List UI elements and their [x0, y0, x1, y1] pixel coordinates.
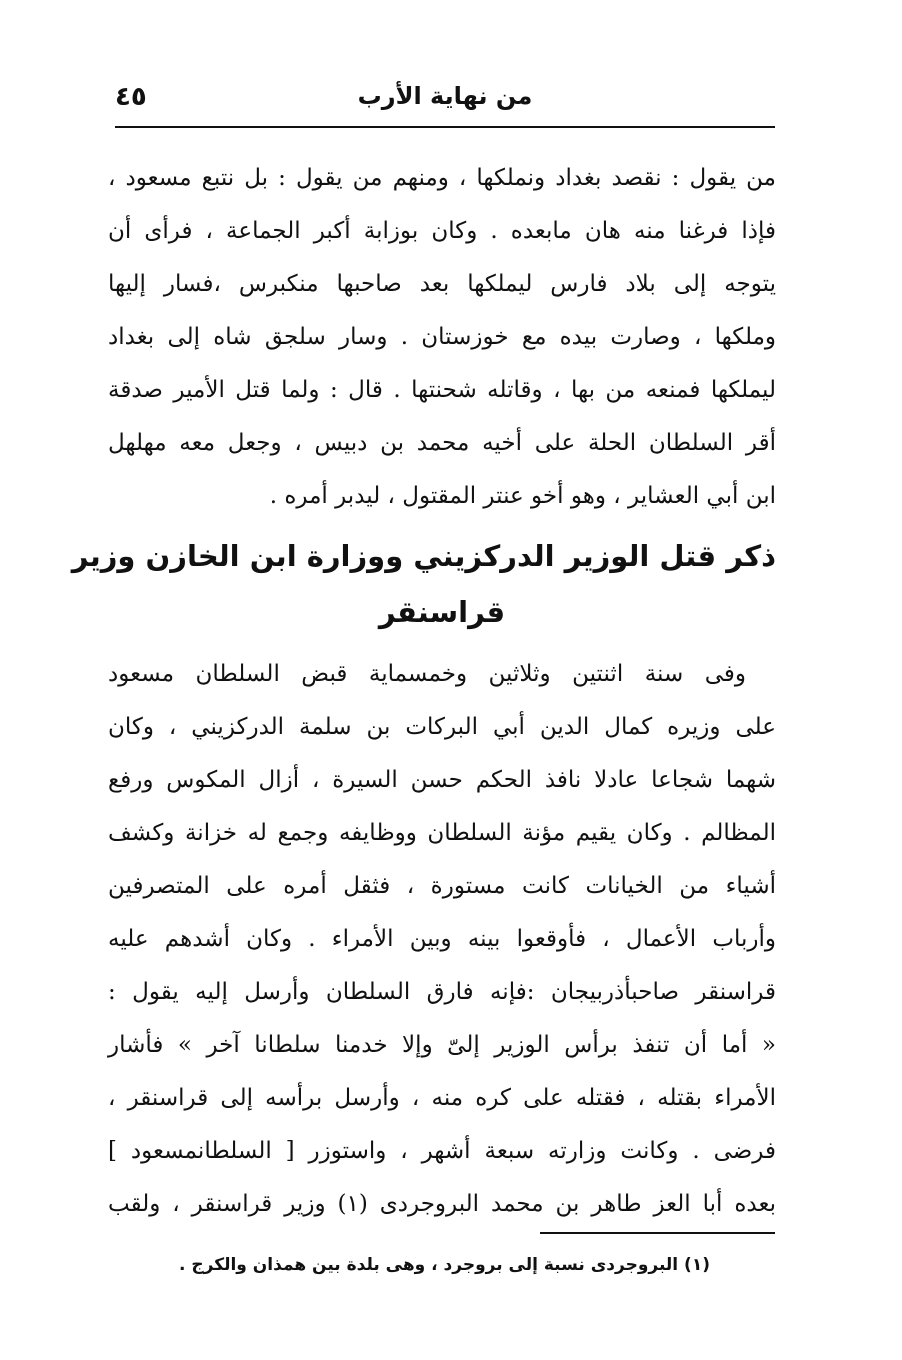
page-header	[115, 80, 775, 128]
text-line: من يقول : نقصد بغداد ونملكها ، ومنهم من يقول : بل نتبع مسعود ،	[108, 165, 776, 191]
page-number: ٤٥	[115, 82, 147, 112]
text-line: أشياء من الخيانات كانت مستورة ، فثقل أمره على المتصرفين	[108, 873, 776, 899]
text-line: بعده أبا العز طاهر بن محمد البروجردى (١) وزير قراسنقر ، ولقب	[108, 1191, 776, 1217]
text-line: المظالم . وكان يقيم مؤنة السلطان ووظايفه وجمع له خزانة وكشف	[108, 820, 776, 846]
text-line: ابن أبي العشاير ، وهو أخو عنتر المقتول ، ليدبر أمره .	[269, 483, 776, 509]
text-line: على وزيره كمال الدين أبي البركات بن سلمة الدركزيني ، وكان	[108, 714, 776, 740]
heading-line: قراسنقر	[378, 595, 506, 629]
text-line: فإذا فرغنا منه هان مابعده . وكان بوزابة أكبر الجماعة ، فرأى أن	[108, 218, 776, 244]
text-line: فرضى . وكانت وزارته سبعة أشهر ، واستوزر [ السلطانمسعود ]	[108, 1138, 776, 1164]
text-line: أقر السلطان الحلة على أخيه محمد بن دبيس ، وجعل معه مهلهل	[108, 430, 776, 456]
running-title: من نهاية الأرب	[357, 82, 533, 110]
text-line: شهما شجاعا عادلا نافذ الحكم حسن السيرة ، أزال المكوس ورفع	[108, 767, 776, 793]
text-line: ليملكها فمنعه من بها ، وقاتله شحنتها . قال : ولما قتل الأمير صدقة	[108, 377, 776, 403]
footnote-divider	[540, 1232, 775, 1234]
text-line: وفى سنة اثنتين وثلاثين وخمسماية قبض السلطان مسعود	[108, 661, 746, 687]
text-line: وأرباب الأعمال ، فأوقعوا بينه وبين الأمراء . وكان أشدهم عليه	[108, 926, 776, 952]
text-line: قراسنقر صاحبأذربيجان :فإنه فارق السلطان وأرسل إليه يقول :	[108, 979, 776, 1005]
text-line: « أما أن تنفذ برأس الوزير إلىّ وإلا خدمنا سلطانا آخر » فأشار	[108, 1032, 776, 1058]
text-line: يتوجه إلى بلاد فارس ليملكها بعد صاحبها منكبرس ،فسار إليها	[108, 271, 776, 297]
paragraph-1	[108, 152, 776, 523]
text-line: وملكها ، وصارت بيده مع خوزستان . وسار سلجق شاه إلى بغداد	[108, 324, 776, 350]
section-heading	[71, 528, 776, 640]
text-line: الأمراء بقتله ، فقتله على كره منه ، وأرسل برأسه إلى قراسنقر ،	[108, 1085, 776, 1111]
paragraph-2	[108, 648, 776, 1231]
footnote: (١) البروجردى نسبة إلى بروجرد ، وهى بلدة بين همذان والكرج .	[179, 1255, 710, 1275]
heading-line: ذكر قتل الوزير الدركزيني ووزارة ابن الخازن وزير	[71, 539, 776, 573]
